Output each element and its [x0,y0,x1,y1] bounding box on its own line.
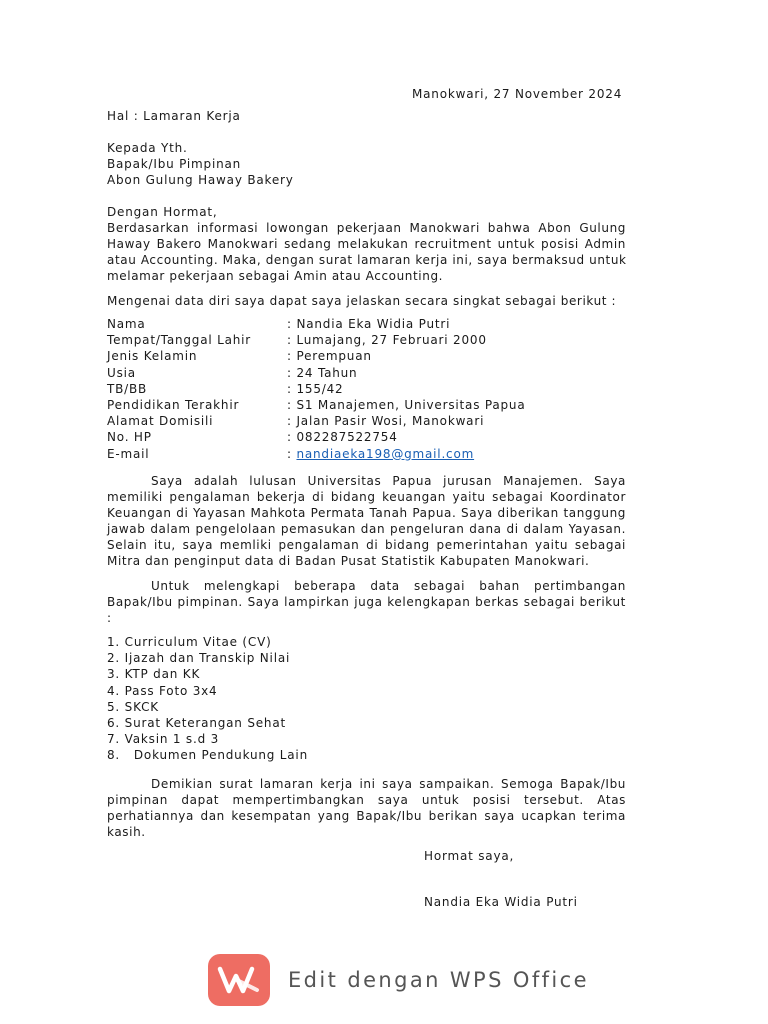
data-label: Alamat Domisili [107,414,214,429]
closing-phrase: Hormat saya, [424,849,515,863]
data-value: : 24 Tahun [287,365,358,380]
paragraph-line: Mitra dan penginput data di Badan Pusat Statistik Kabupaten Manokwari. [107,554,590,569]
list-item: 2. Ijazah dan Transkip Nilai [107,651,291,666]
data-row [107,332,526,348]
paragraph-line: Bapak/Ibu pimpinan. Saya lampirkan juga kelengkapan berkas sebagai berikut [107,595,626,610]
data-label: Pendidikan Terakhir [107,398,240,413]
paragraph-line: jawab dalam pengelolaan pemasukan dan pengeluran dana di dalam Yayasan. [107,522,626,537]
list-item: 7. Vaksin 1 s.d 3 [107,732,220,747]
data-label: TB/BB [107,381,148,396]
wps-edit-label[interactable]: Edit dengan WPS Office [288,968,589,992]
list-item: 6. Surat Keterangan Sehat [107,716,286,731]
data-intro [107,293,626,309]
data-value: : Nandia Eka Widia Putri [287,317,451,331]
data-label: Usia [107,365,136,380]
recipient-line: Bapak/Ibu Pimpinan [107,157,242,171]
wps-logo-icon[interactable] [208,954,270,1006]
data-value: : Jalan Pasir Wosi, Manokwari [287,414,485,429]
recipient-line: Kepada Yth. [107,141,188,155]
paragraph-line: Demikian surat lamaran kerja ini saya sampaikan. Semoga Bapak/Ibu [151,777,626,791]
closing-paragraph [107,776,626,840]
opening-paragraph [107,220,626,284]
paragraph-line: Selain itu, saya memliki pengalaman di bidang pemerintahan yaitu sebagai [107,538,626,553]
data-value: : S1 Manajemen, Universitas Papua [287,398,526,413]
recipient-line: Abon Gulung Haway Bakery [107,173,294,187]
letter-date: Manokwari, 27 November 2024 [412,87,623,101]
attachment-list [107,634,308,764]
paragraph-line: : [107,611,112,626]
experience-paragraph [107,473,626,570]
data-row [107,397,526,413]
paragraph-line: Saya adalah lulusan Universitas Papua jurusan Manajemen. Saya [151,474,626,488]
paragraph-line: kasih. [107,825,146,840]
email-link[interactable]: nandiaeka198@gmail.com [296,446,475,461]
data-row [107,429,526,445]
data-row [107,365,526,381]
data-row [107,413,526,429]
letter-subject: Hal : Lamaran Kerja [107,109,241,123]
signer-name: Nandia Eka Widia Putri [424,895,578,909]
data-value: : Perempuan [287,349,372,364]
paragraph-line: pimpinan dapat mempertimbangkan saya untuk posisi tersebut. Atas [107,793,626,808]
list-item: 5. SKCK [107,699,159,714]
data-label: Jenis Kelamin [107,349,198,364]
paragraph-line: Haway Bakero Manokwari sedang melakukan recruitment untuk posisi Admin [107,237,626,252]
data-value: : 155/42 [287,381,344,396]
data-label: Tempat/Tanggal Lahir [107,333,252,348]
wps-edit-banner[interactable] [208,954,589,1006]
paragraph-line: atau Accounting. Maka, dengan surat lamaran kerja ini, saya bermaksud untuk [107,253,627,268]
data-row [107,316,526,332]
paragraph-line: Untuk melengkapi beberapa data sebagai bahan pertimbangan [151,579,626,593]
attachment-intro-paragraph [107,578,626,626]
paragraph-line: Mengenai data diri saya dapat saya jelaskan secara singkat sebagai berikut : [107,294,617,308]
data-row [107,381,526,397]
salutation: Dengan Hormat, [107,205,218,219]
paragraph-line: Keuangan di Yayasan Mahkota Permata Tanah Papua. Saya diberikan tanggung [107,506,626,521]
personal-data-table [107,316,526,462]
paragraph-line: Berdasarkan informasi lowongan pekerjaan Manokwari bahwa Abon Gulung [107,221,626,235]
data-row [107,348,526,364]
data-row [107,446,526,462]
paragraph-line: memiliki pengalaman bekerja di bidang keuangan yaitu sebagai Koordinator [107,490,626,505]
recipient-block [107,140,294,188]
paragraph-line: perhatiannya dan kesempatan yang Bapak/Ibu berikan saya ucapkan terima [107,809,626,824]
data-label: No. HP [107,430,152,445]
paragraph-line: melamar pekerjaan sebagai Amin atau Accounting. [107,269,444,284]
data-value: : 082287522754 [287,430,398,445]
list-item: 3. KTP dan KK [107,667,201,682]
list-item: 8. Dokumen Pendukung Lain [107,748,308,763]
data-label: Nama [107,317,146,331]
list-item: 4. Pass Foto 3x4 [107,683,218,698]
data-value [287,446,474,462]
data-value: : Lumajang, 27 Februari 2000 [287,333,487,348]
email-prefix: : [287,446,297,461]
list-item: 1. Curriculum Vitae (CV) [107,635,272,649]
data-label: E-mail [107,446,150,461]
